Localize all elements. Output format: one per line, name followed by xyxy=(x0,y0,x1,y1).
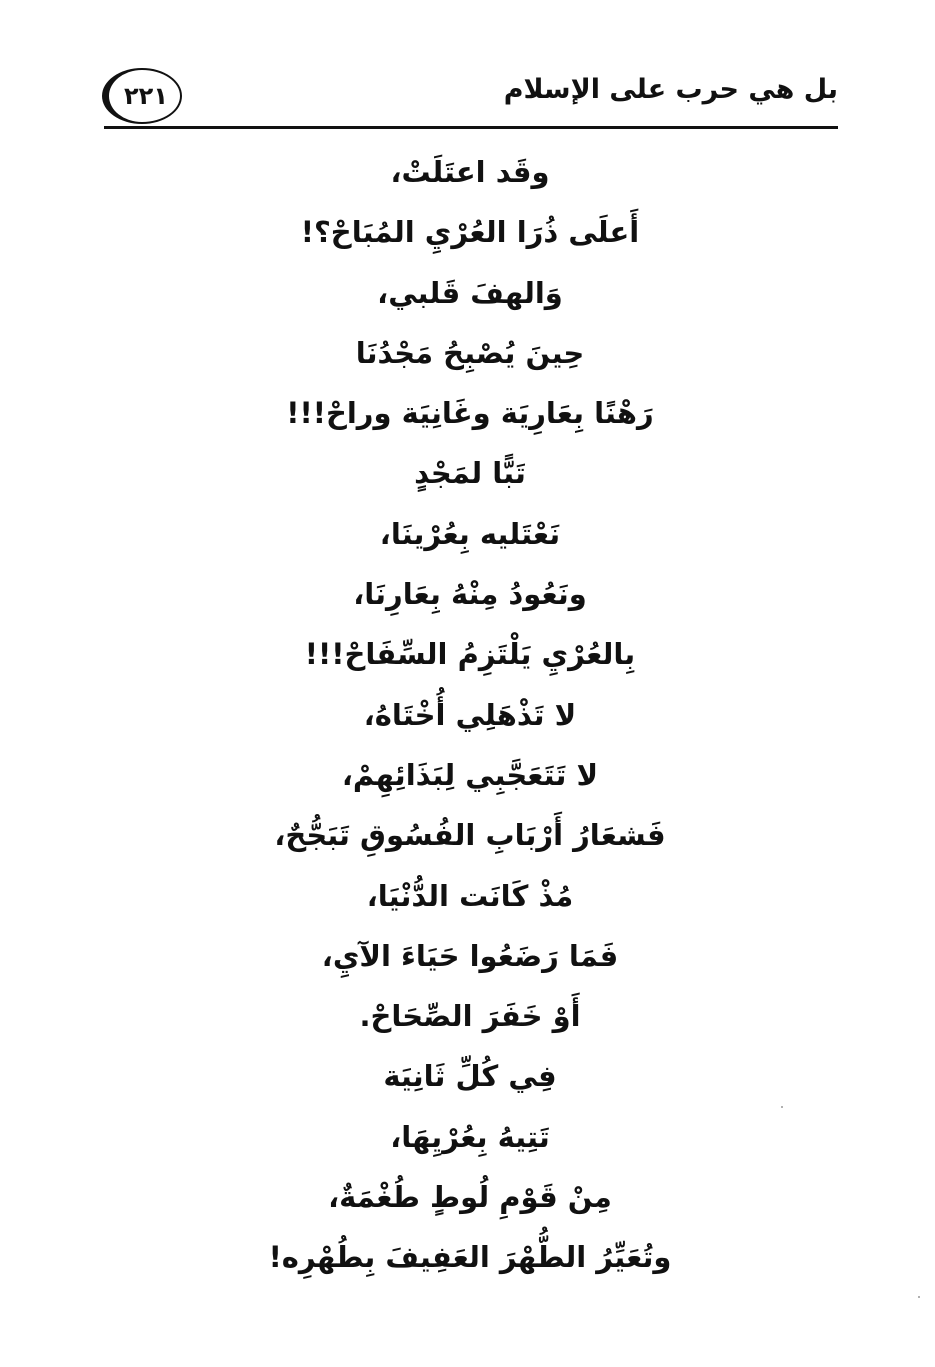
running-title: بل هي حرب على الإسلام xyxy=(503,74,838,105)
scan-speck xyxy=(918,1296,920,1298)
poem-line: بِالعُرْيِ يَلْتَزِمُ السِّفَاحْ!!! xyxy=(304,637,636,672)
poem-line: فِي كُلِّ ثَانِيَة xyxy=(383,1059,557,1094)
scan-speck xyxy=(781,1106,783,1108)
poem-line: أَوْ خَفَرَ الصِّحَاحْ. xyxy=(359,999,581,1034)
page-number-badge xyxy=(102,68,184,126)
poem-line: فَمَا رَضَعُوا حَيَاءَ الآيِ، xyxy=(321,938,619,973)
page-header xyxy=(100,62,838,130)
poem-line: ونَعُودُ مِنْهُ بِعَارِنَا، xyxy=(353,577,587,612)
page-number: ٢٢١ xyxy=(124,82,168,110)
poem-line: أَعلَى ذُرَا العُرْيِ المُبَاحْ؟! xyxy=(300,215,640,250)
poem-line: وقَد اعتَلَتْ، xyxy=(390,155,550,189)
poem-line: نَعْتَليه بِعُرْينَا، xyxy=(379,516,561,551)
poem-line: مِنْ قَوْمِ لُوطٍ طُغْمَةٌ، xyxy=(328,1180,612,1215)
poem-line: وَالهفَ قَلبي، xyxy=(377,275,563,310)
poem xyxy=(250,142,690,1288)
header-rule xyxy=(104,126,838,129)
poem-line: مُذْ كَانَت الدُّنْيَا، xyxy=(366,878,574,913)
poem-line: تَتِيهُ بِعُرْيِهَا، xyxy=(390,1119,550,1154)
poem-line: وتُعَيِّرُ الطُّهْرَ العَفِيفَ بِطُهْرِه! xyxy=(268,1240,672,1275)
poem-line: لا تَتَعَجَّبِي لِبَذَائِهِمْ، xyxy=(341,757,599,792)
poem-line: تَبًّا لمَجْدٍ xyxy=(414,456,526,491)
poem-line: فَشعَارُ أَرْبَابِ الفُسُوقِ تَبَجُّحٌ، xyxy=(274,818,666,853)
poem-line: حِينَ يُصْبِحُ مَجْدُنَا xyxy=(355,335,585,370)
poem-line: لا تَذْهَلِي أُخْتَاهُ، xyxy=(363,697,577,732)
poem-line: رَهْنًا بِعَارِيَة وغَانِيَة وراحْ!!! xyxy=(286,396,654,431)
